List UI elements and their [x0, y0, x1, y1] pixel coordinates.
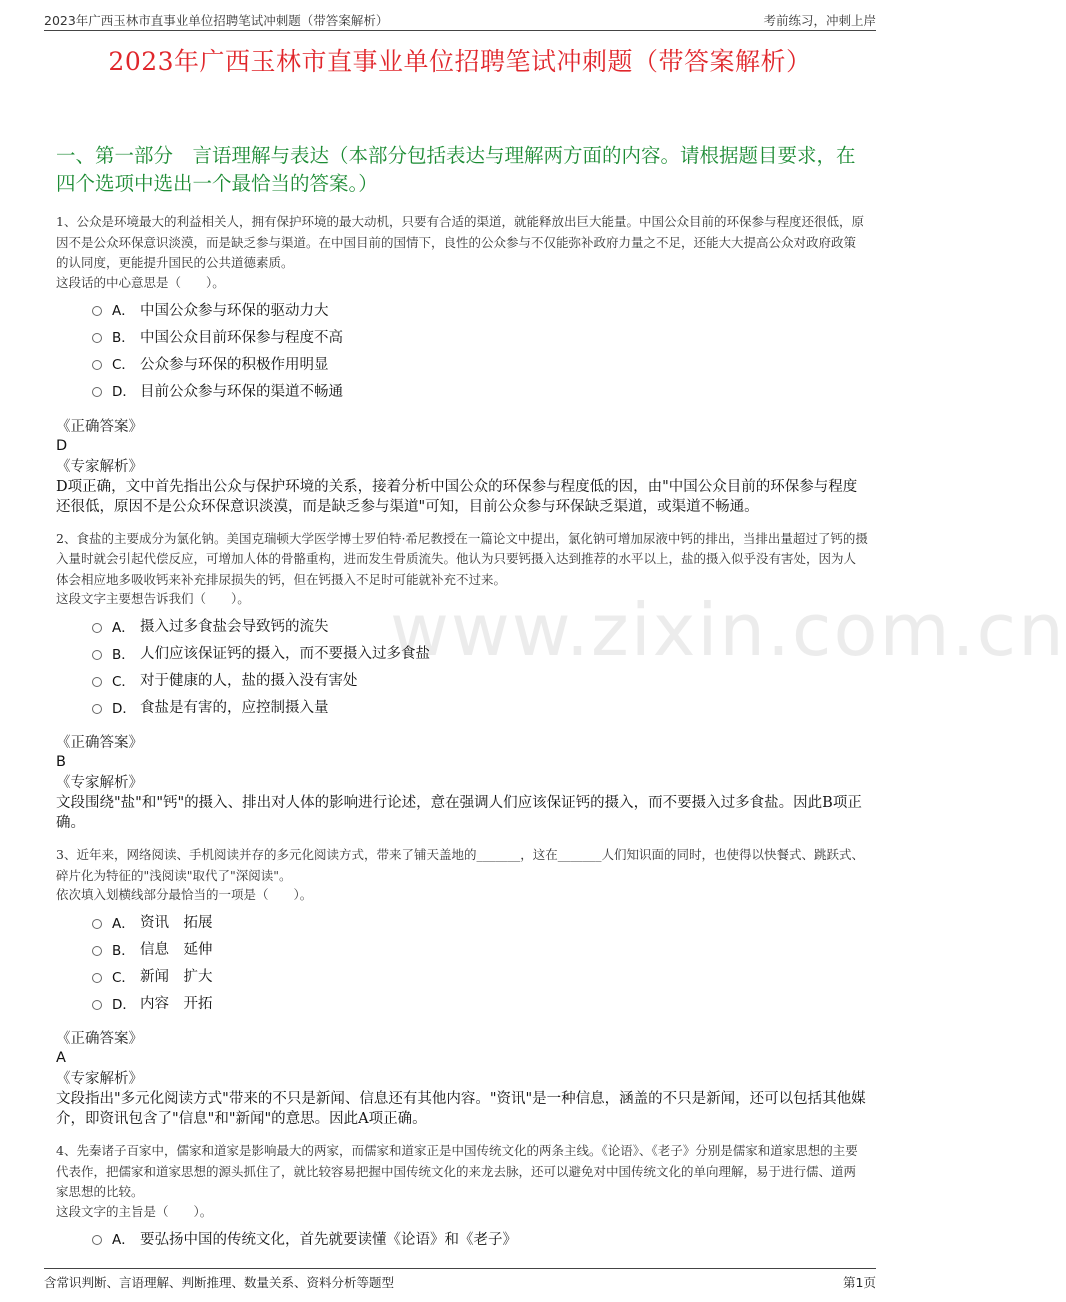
- radio-icon[interactable]: [92, 360, 102, 370]
- option-b[interactable]: [92, 639, 868, 666]
- radio-icon[interactable]: [92, 677, 102, 687]
- radio-icon[interactable]: [92, 946, 102, 956]
- option-d[interactable]: [92, 989, 868, 1016]
- radio-icon[interactable]: [92, 704, 102, 714]
- option-letter: B．: [112, 942, 135, 959]
- question-stem: 1、公众是环境最大的利益相关人，拥有保护环境的最大动机，只要有合适的渠道，就能释放出巨大能量。中国公众目前的环保参与程度还很低，原因不是公众环保意识淡漠，而是缺乏参与渠道。在中国目前的国情下，良性的公众参与不仅能弥补政府力量之不足，还能大大提高公众对政府政策的认同度，更能提升国民的公共道德素质。: [56, 214, 864, 270]
- option-text: 对于健康的人，盐的摄入没有害处: [140, 673, 358, 689]
- option-letter: A．: [112, 303, 135, 319]
- footer-note: 含常识判断、言语理解、判断推理、数量关系、资料分析等题型: [44, 1275, 395, 1290]
- option-text: 中国公众参与环保的驱动力大: [140, 302, 329, 319]
- answer-label: 《正确答案》: [56, 1031, 143, 1047]
- question-prompt: 这段文字的主旨是（ ）。: [56, 1203, 213, 1219]
- option-text: 要弘扬中国的传统文化，首先就要读懂《论语》和《老子》: [140, 1231, 517, 1248]
- page-footer: [44, 1268, 876, 1293]
- option-list: [92, 296, 868, 404]
- option-list: [92, 908, 868, 1016]
- question-list: [56, 212, 868, 1252]
- explanation-text: 文段指出"多元化阅读方式"带来的不只是新闻、信息还有其他内容。"资讯"是一种信息，涵盖的不只是新闻，还可以包括其他媒介，即资讯包含了"信息"和"新闻"的意思。因此A项正确。: [56, 1091, 866, 1127]
- option-text: 目前公众参与环保的渠道不畅通: [140, 383, 343, 400]
- answer-value: A: [56, 1050, 66, 1066]
- question-stem: 3、近年来，网络阅读、手机阅读并存的多元化阅读方式，带来了铺天盖地的_______，这在_______人们知识面的同时，也使得以快餐式、跳跃式、碎片化为特征的"浅阅读"取代了"深阅读"。: [56, 847, 864, 883]
- option-letter: B．: [112, 330, 135, 346]
- section-heading: 一、第一部分 言语理解与表达（本部分包括表达与理解两方面的内容。请根据题目要求，在四个选项中选出一个最恰当的答案。）: [56, 144, 856, 195]
- option-b[interactable]: [92, 935, 868, 962]
- question-prompt: 这段话的中心意思是（ ）。: [56, 274, 225, 290]
- radio-icon[interactable]: [92, 333, 102, 343]
- question-block: [56, 1141, 868, 1252]
- question-stem: 2、食盐的主要成分为氯化钠。美国克瑞顿大学医学博士罗伯特·希尼教授在一篇论文中提出，氯化钠可增加尿液中钙的排出，当排出量超过了钙的摄入量时就会引起代偿反应，可增加人体的骨骼重构，进而发生骨质流失。他认为只要钙摄入达到推荐的水平以上，盐的摄入似乎没有害处，因为人体会相应地多吸收钙来补充排尿损失的钙，但在钙摄入不足时可能就补充不过来。: [56, 530, 868, 587]
- page-number: 第1页: [843, 1275, 876, 1290]
- radio-icon[interactable]: [92, 306, 102, 316]
- answer-label: 《正确答案》: [56, 735, 143, 751]
- option-text: 公众参与环保的积极作用明显: [140, 356, 329, 373]
- option-d[interactable]: [92, 377, 868, 404]
- option-letter: C．: [112, 673, 135, 690]
- radio-icon[interactable]: [92, 1000, 102, 1010]
- option-text: 资讯 拓展: [140, 915, 213, 931]
- radio-icon[interactable]: [92, 650, 102, 660]
- option-c[interactable]: [92, 350, 868, 377]
- option-letter: D．: [112, 384, 136, 400]
- option-a[interactable]: [92, 1225, 868, 1252]
- option-text: 中国公众目前环保参与程度不高: [140, 329, 343, 346]
- option-letter: C．: [112, 969, 135, 986]
- option-text: 新闻 扩大: [140, 969, 213, 985]
- option-list: [92, 1225, 868, 1252]
- option-c[interactable]: [92, 666, 868, 693]
- question-prompt: 依次填入划横线部分最恰当的一项是（ ）。: [56, 887, 313, 902]
- answer-value: B: [56, 754, 66, 770]
- option-letter: A．: [112, 1232, 135, 1248]
- radio-icon[interactable]: [92, 1235, 102, 1245]
- option-b[interactable]: [92, 323, 868, 350]
- explanation-text: 文段围绕"盐"和"钙"的摄入、排出对人体的影响进行论述，意在强调人们应该保证钙的摄入，而不要摄入过多食盐。因此B项正确。: [56, 795, 862, 831]
- explanation-label: 《专家解析》: [56, 775, 143, 791]
- radio-icon[interactable]: [92, 919, 102, 929]
- option-text: 人们应该保证钙的摄入，而不要摄入过多食盐: [140, 646, 430, 662]
- option-text: 食盐是有害的，应控制摄入量: [140, 700, 329, 716]
- option-letter: D．: [112, 996, 136, 1013]
- option-text: 信息 延伸: [140, 942, 213, 958]
- radio-icon[interactable]: [92, 387, 102, 397]
- header-title: 2023年广西玉林市直事业单位招聘笔试冲刺题（带答案解析）: [44, 13, 389, 28]
- option-c[interactable]: [92, 962, 868, 989]
- radio-icon[interactable]: [92, 623, 102, 633]
- option-text: 内容 开拓: [140, 996, 213, 1012]
- question-prompt: 这段文字主要想告诉我们（ ）。: [56, 591, 250, 606]
- explanation-label: 《专家解析》: [56, 1071, 143, 1087]
- option-letter: A．: [112, 915, 135, 932]
- option-d[interactable]: [92, 693, 868, 720]
- explanation-label: 《专家解析》: [56, 458, 143, 475]
- page-header: [44, 8, 876, 31]
- question-block: [56, 529, 868, 834]
- header-slogan: 考前练习，冲刺上岸: [763, 13, 876, 28]
- watermark: www.zixin.com.cn: [390, 588, 1066, 672]
- option-letter: A．: [112, 619, 135, 636]
- option-letter: D．: [112, 700, 136, 717]
- radio-icon[interactable]: [92, 973, 102, 983]
- question-block: [56, 212, 868, 517]
- document-title: 2023年广西玉林市直事业单位招聘笔试冲刺题（带答案解析）: [108, 47, 812, 76]
- question-block: [56, 845, 868, 1129]
- option-list: [92, 612, 868, 720]
- option-a[interactable]: [92, 296, 868, 323]
- option-letter: C．: [112, 357, 135, 373]
- answer-value: D: [56, 437, 68, 454]
- option-a[interactable]: [92, 908, 868, 935]
- option-a[interactable]: [92, 612, 868, 639]
- answer-label: 《正确答案》: [56, 418, 143, 435]
- option-text: 摄入过多食盐会导致钙的流失: [140, 619, 329, 635]
- question-stem: 4、先秦诸子百家中，儒家和道家是影响最大的两家，而儒家和道家正是中国传统文化的两条主线。《论语》、《老子》分别是儒家和道家思想的主要代表作，把儒家和道家思想的源头抓住了，就比较容易把握中国传统文化的来龙去脉，还可以避免对中国传统文化的单向理解，易于进行儒、道两家思想的比较。: [56, 1143, 858, 1199]
- explanation-text: D项正确，文中首先指出公众与保护环境的关系，接着分析中国公众的环保参与程度低的因，由"中国公众目前的环保参与程度还很低，原因不是公众环保意识淡漠，而是缺乏参与渠道"可知，目前公众参与环保缺乏渠道，或渠道不畅通。: [56, 478, 858, 515]
- option-letter: B．: [112, 646, 135, 663]
